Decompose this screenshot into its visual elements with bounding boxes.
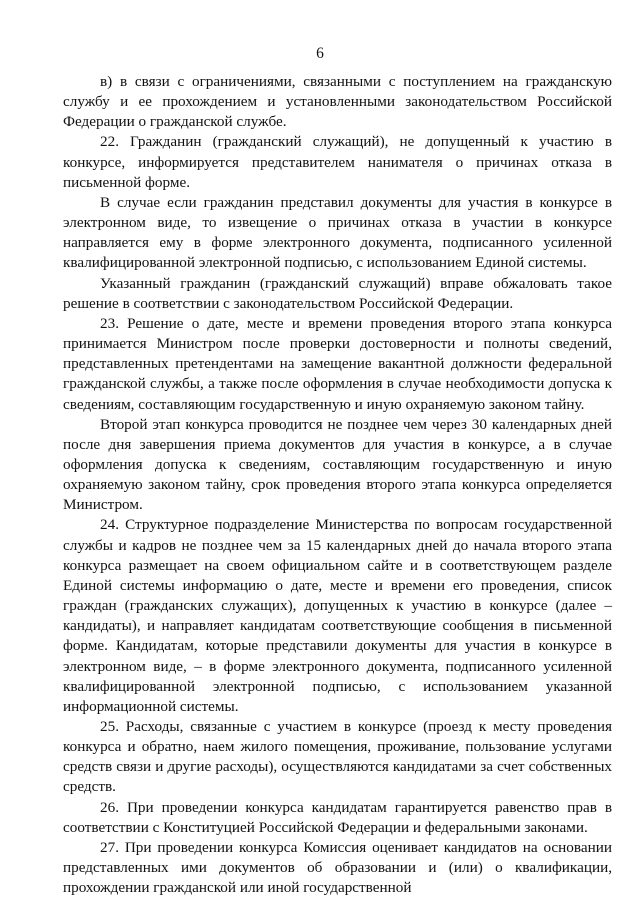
page-number: 6: [316, 45, 324, 62]
paragraph-v-restrictions: в) в связи с ограничениями, связанными с поступлением на гражданскую службу и ее прохождением и установленными законодательством Российской Федерации о гражданской службе.: [63, 73, 612, 131]
document-body: [63, 72, 612, 898]
paragraph-22-appeal: Указанный гражданин (гражданский служащий) вправе обжаловать такое решение в соответствии с законодательством Российской Федерации.: [63, 274, 612, 312]
paragraph-22-electronic: В случае если гражданин представил документы для участия в конкурсе в электронном виде, то извещение о причинах отказа в участии в конкурсе направляется ему в форме электронного документа, подписанного усиленной квалифицированной электронной подписью, с использованием Единой системы.: [63, 193, 612, 272]
paragraph-24: 24. Структурное подразделение Министерства по вопросам государственной службы и кадров не позднее чем за 15 календарных дней до начала второго этапа конкурса размещает на своем официальном сайте и в соответствующем разделе Единой системы информацию о дате, месте и времени его проведения, список граждан (гражданских служащих), допущенных к участию в конкурсе (далее – кандидаты), и направляет кандидатам соответствующие сообщения в письменной форме. Кандидатам, которые представили документы для участия в конкурсе в электронном виде, – в форме электронного документа, подписанного усиленной квалифицированной электронной подписью, с использованием указанной информационной системы.: [63, 516, 612, 715]
paragraph-25: 25. Расходы, связанные с участием в конкурсе (проезд к месту проведения конкурса и обратно, наем жилого помещения, проживание, пользование услугами средств связи и другие расходы), осуществляются кандидатами за счет собственных средств.: [63, 718, 612, 796]
paragraph-27: 27. При проведении конкурса Комиссия оценивает кандидатов на основании представленных ими документов об образовании и (или) о квалификации, прохождении гражданской или иной государственной: [63, 838, 612, 897]
paragraph-26: 26. При проведении конкурса кандидатам гарантируется равенство прав в соответствии с Конституцией Российской Федерации и федеральными законами.: [63, 798, 612, 836]
paragraph-23-second-stage: Второй этап конкурса проводится не позднее чем через 30 календарных дней после дня завершения приема документов для участия в конкурсе, а в случае оформления допуска к сведениям, составляющим государственную и иную охраняемую законом тайну, срок проведения второго этапа конкурса определяется Министром.: [63, 415, 612, 514]
paragraph-23: 23. Решение о дате, месте и времени проведения второго этапа конкурса принимается Министром после проверки достоверности и полноты сведений, представленных претендентами на замещение вакантной должности федеральной гражданской службы, а также после оформления в случае необходимости допуска к сведениям, составляющим государственную и иную охраняемую законом тайну.: [63, 314, 612, 413]
paragraph-22: 22. Гражданин (гражданский служащий), не допущенный к участию в конкурсе, информируется представителем нанимателя о причинах отказа в письменной форме.: [63, 133, 612, 191]
